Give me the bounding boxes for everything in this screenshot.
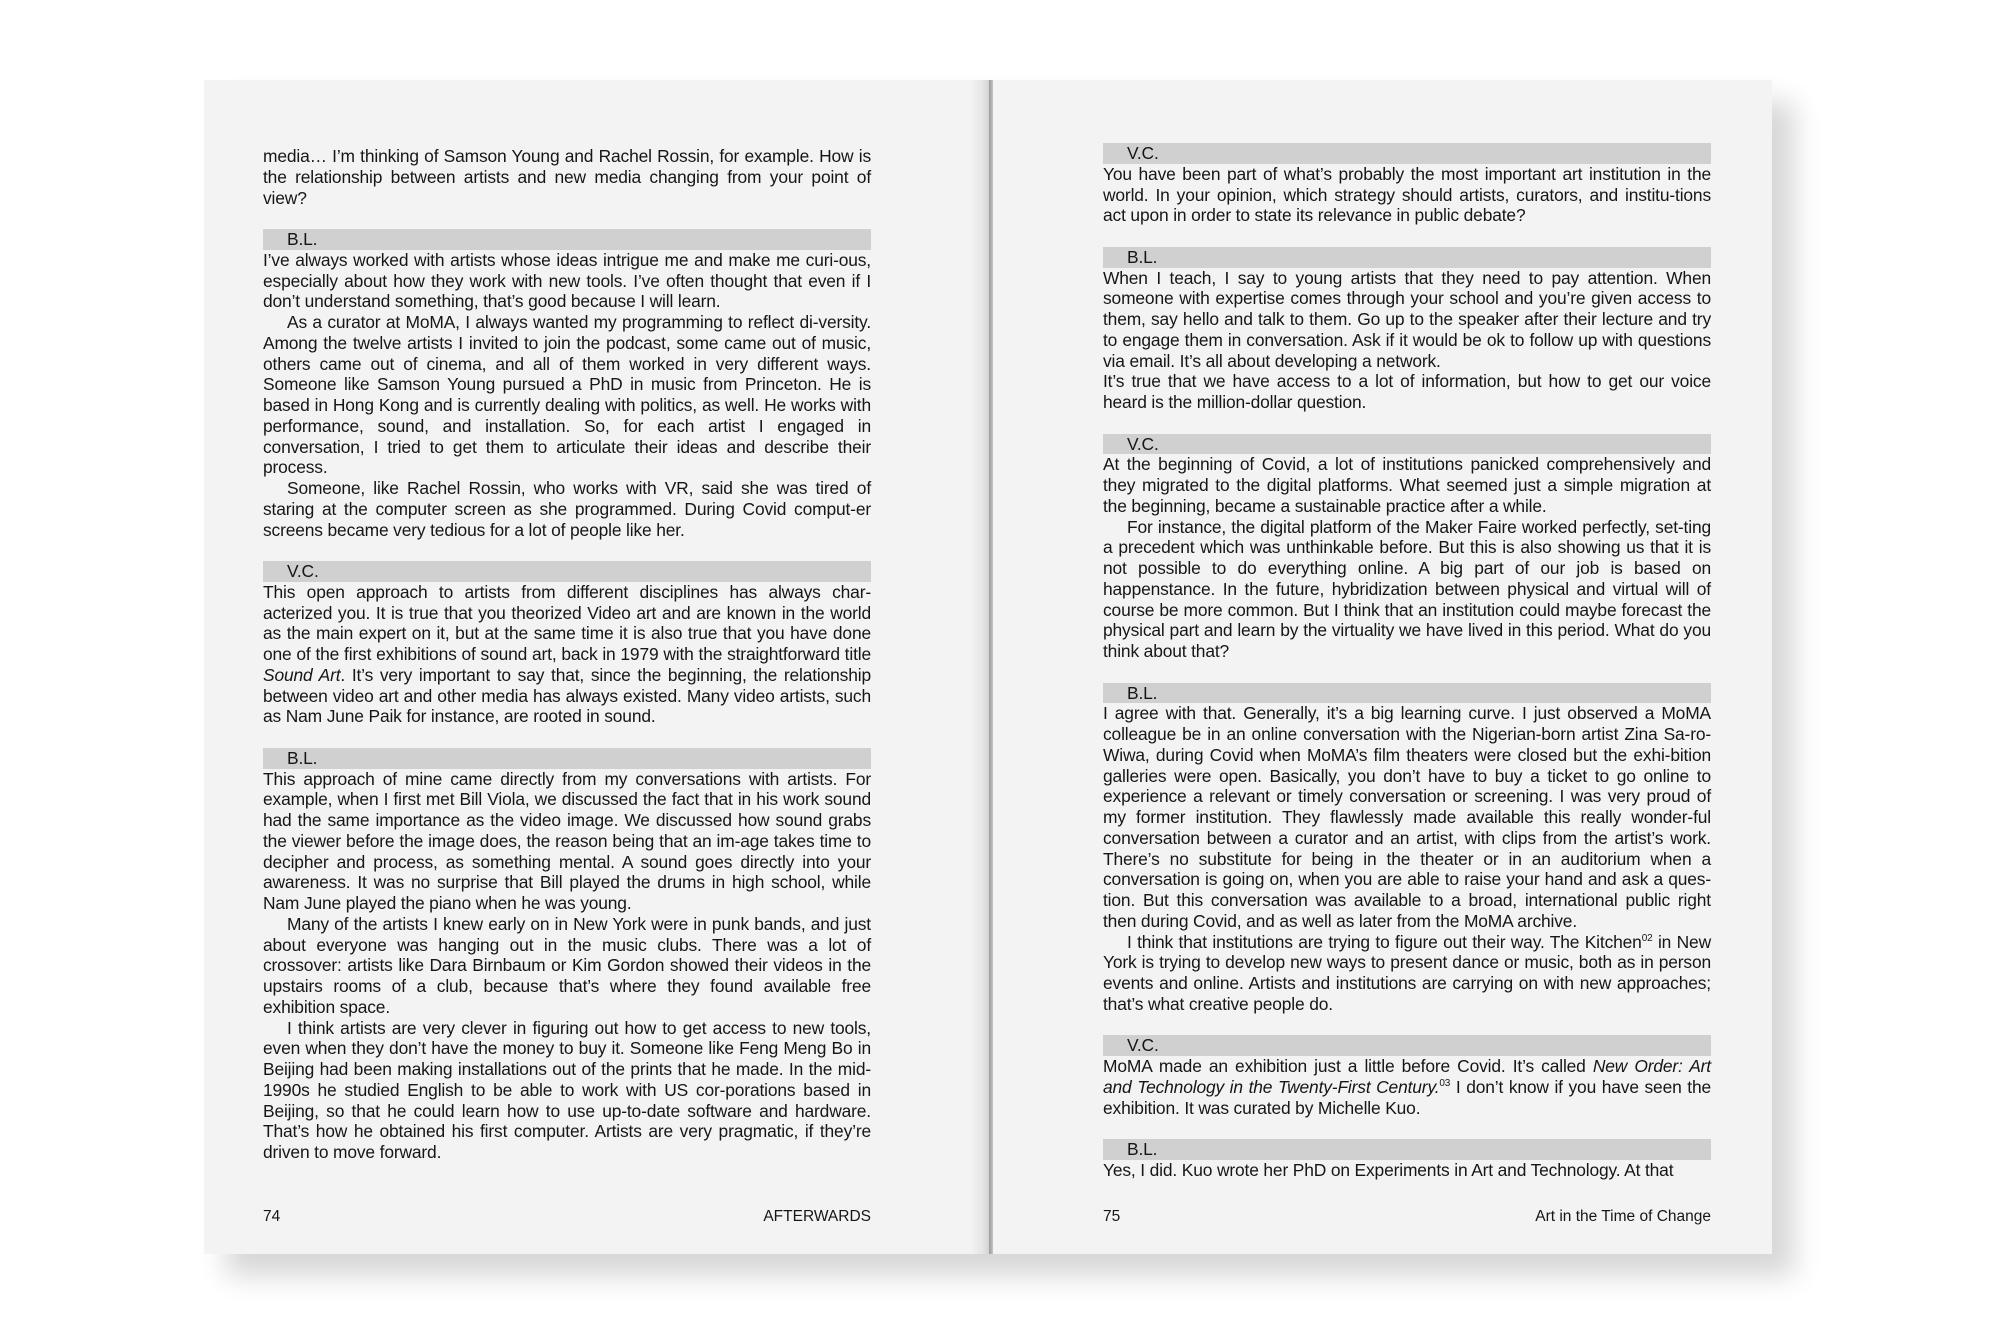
- page-number: 74: [263, 1208, 281, 1225]
- right-page: [993, 80, 1772, 1254]
- book-spread: [204, 80, 1772, 1254]
- text-run: . It’s very important to say that, since the beginning, the relationship between video art and other media has always existed. Many video artists, such as Nam June Paik for instance, are rooted in sound.: [263, 664, 871, 727]
- paragraph-gap: [1103, 413, 1711, 434]
- paragraph-gap: [1103, 226, 1711, 247]
- paragraph-gap: [1103, 1118, 1711, 1139]
- italic-title: New Order: Art and Technology in the Twenty-First Century.: [1103, 1056, 1711, 1097]
- question-paragraph: You have been part of what’s probably the most important art institution in the world. In your opinion, which strategy should artists, curators, and institu-tions act upon in order to state its relevance in public debate?: [1103, 163, 1711, 226]
- paragraph-gap: [1103, 1015, 1711, 1036]
- speaker-label: B.L.: [1103, 683, 1711, 704]
- speaker-label: B.L.: [263, 229, 871, 250]
- question-continuation: media… I’m thinking of Samson Young and Rachel Rossin, for example. How is the relationship between artists and new media changing from your point of view?: [263, 146, 871, 208]
- italic-title: Sound Art: [263, 664, 341, 685]
- answer-paragraph: As a curator at MoMA, I always wanted my programming to reflect di-versity. Among the twelve artists I invited to join the podcast, some came out of music, others came out of cinema, and all of them worked in very different ways. Someone like Samson Young pursued a PhD in music from Princeton. He is based in Hong Kong and is currently dealing with politics, as well. He works with performance, sound, and installation. So, for each artist I engaged in conversation, I tried to get them to articulate their ideas and describe their process.: [263, 312, 871, 478]
- footnote-marker: 03: [1439, 1077, 1451, 1089]
- answer-paragraph: Yes, I did. Kuo wrote her PhD on Experiments in Art and Technology. At that: [1103, 1159, 1674, 1180]
- paragraph-gap: [263, 727, 871, 748]
- running-head: Art in the Time of Change: [1535, 1208, 1711, 1225]
- speaker-label: V.C.: [1103, 434, 1711, 455]
- gutter-shadow: [970, 80, 990, 1254]
- paragraph-gap: [1103, 662, 1711, 683]
- question-paragraph: For instance, the digital platform of the Maker Faire worked perfectly, set-ting a precedent which was unthinkable before. But this is also showing us that it is not possible to do everything online. A big part of our job is based on happenstance. In the future, hybridization between physical and virtual will of course be more common. But I think that an institution could maybe forecast the physical part and learn by the virtuality we have lived in this period. What do you think about that?: [1103, 516, 1711, 661]
- text-run: I don’t know if you have seen the exhibition. It was curated by Michelle Kuo.: [1103, 1076, 1711, 1118]
- question-paragraph: At the beginning of Covid, a lot of institutions panicked comprehensively and they migrated to the digital platforms. What seemed just a simple migration at the beginning, became a sustainable practice after a while.: [1103, 454, 1711, 516]
- speaker-label: B.L.: [1103, 1139, 1711, 1160]
- speaker-label: V.C.: [1103, 1035, 1711, 1056]
- answer-paragraph: It’s true that we have access to a lot of information, but how to get our voice heard is the million-dollar question.: [1103, 371, 1711, 412]
- footnote-marker: 02: [1641, 932, 1653, 944]
- running-head: AFTERWARDS: [763, 1208, 871, 1225]
- question-paragraph: [263, 582, 871, 727]
- text-run: I think that institutions are trying to figure out their way. The Kitchen: [1127, 931, 1642, 952]
- answer-paragraph: Someone, like Rachel Rossin, who works with VR, said she was tired of staring at the computer screen as she programmed. During Covid comput-er screens became very tedious for a lot of people like her.: [263, 478, 871, 540]
- paragraph-gap: [263, 208, 871, 229]
- answer-paragraph: I’ve always worked with artists whose ideas intrigue me and make me curi-ous, especially about how they work with new tools. I’ve often thought that even if I don’t understand something, that’s good because I will learn.: [263, 249, 871, 312]
- text-run: This open approach to artists from different disciplines has always char-acterized you. It is true that you theorized Video art and are known in the world as the main expert on it, but at the same time it is also true that you have done one of the first exhibitions of sound art, back in 1979 with the straightforward title: [263, 581, 871, 664]
- paragraph-gap: [263, 540, 871, 561]
- speaker-label: V.C.: [1103, 143, 1711, 164]
- left-page-text-column: [263, 146, 871, 1163]
- left-page-footer: [263, 1208, 871, 1226]
- answer-paragraph: This approach of mine came directly from my conversations with artists. For example, when I first met Bill Viola, we discussed the fact that in his work sound had the same importance as the video image. We discussed how sound grabs the viewer before the image does, the reason being that an im-age takes time to decipher and process, as something mental. A sound goes directly into your awareness. It was no surprise that Bill played the drums in high school, while Nam June played the piano when he was young.: [263, 768, 871, 913]
- answer-paragraph: When I teach, I say to young artists that they need to pay attention. When someone with expertise comes through your school and you’re given access to them, say hello and talk to them. Go up to the speaker after their lecture and try to engage them in conversation. Ask if it would be ok to follow up with questions via email. It’s all about developing a network.: [1103, 267, 1711, 371]
- answer-paragraph: I agree with that. Generally, it’s a big learning curve. I just observed a MoMA colleague be in an online conversation with the Nigerian-born artist Zina Sa-ro-Wiwa, during Covid when MoMA’s film theaters were closed but the exhi-bition galleries were open. Basically, you don’t have to buy a ticket to go online to experience a relevant or timely conversation or screening. I was very proud of my former institution. They flawlessly made available this really wonder-ful conversation between a curator and an artist, with clips from the artist’s work. There’s no substitute for being in the theater or in an auditorium when a conversation is going on, when you are able to raise your hand and ask a ques-tion. But this conversation was available to a broad, international public right then during Covid, and as well as later from the MoMA archive.: [1103, 703, 1711, 931]
- left-page: [204, 80, 990, 1254]
- text-run: MoMA made an exhibition just a little before Covid. It’s called: [1103, 1056, 1593, 1076]
- page-number: 75: [1103, 1208, 1121, 1225]
- answer-paragraph: I think artists are very clever in figuring out how to get access to new tools, even when they don’t have the money to buy it. Someone like Feng Meng Bo in Beijing had been making installations out of the prints that he made. In the mid-1990s he studied English to be able to work with US cor-porations based in Beijing, so that he could learn how to use up-to-date software and hardware. That’s how he obtained his first computer. Artists are very pragmatic, if they’re driven to move forward.: [263, 1017, 871, 1162]
- right-page-text-column: [1103, 143, 1711, 1181]
- speaker-label: B.L.: [1103, 247, 1711, 268]
- answer-paragraph: [1103, 932, 1711, 1015]
- answer-paragraph: Many of the artists I knew early on in New York were in punk bands, and just about everyone was hanging out in the music clubs. There was a lot of crossover: artists like Dara Birnbaum or Kim Gordon showed their videos in the upstairs rooms of a club, because that’s where they found available free exhibition space.: [263, 913, 871, 1017]
- text-run: in New York is trying to develop new ways to present dance or music, both as in person events and online. Artists and institutions are carrying on with new approaches; that’s what creative people do.: [1103, 931, 1711, 1014]
- question-paragraph: [1103, 1056, 1711, 1118]
- speaker-label: V.C.: [263, 561, 871, 582]
- right-page-footer: [1103, 1208, 1711, 1226]
- speaker-label: B.L.: [263, 748, 871, 769]
